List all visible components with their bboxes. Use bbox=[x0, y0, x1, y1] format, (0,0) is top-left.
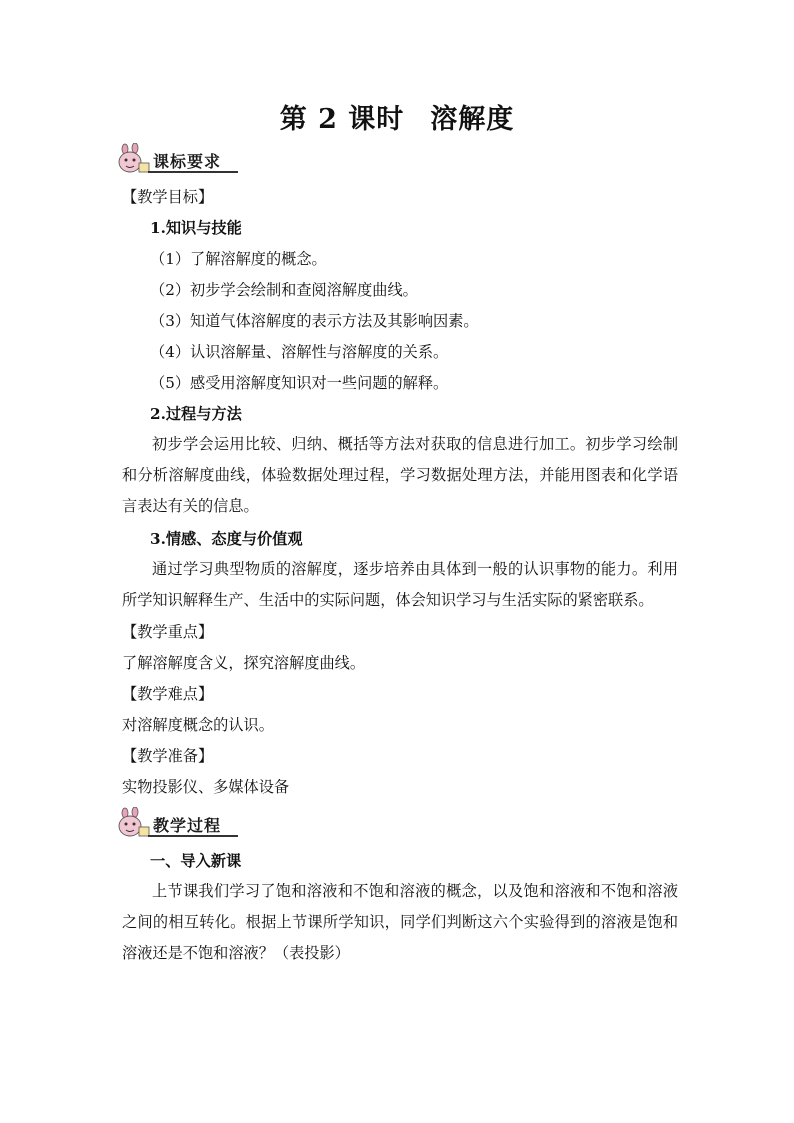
difficulties-text: 对溶解度概念的认识。 bbox=[122, 716, 274, 734]
key-points-heading: 【教学重点】 bbox=[122, 623, 214, 641]
objective-item: （5）感受用溶解度知识对一些问题的解释。 bbox=[150, 374, 449, 392]
title-part2: 溶解度 bbox=[430, 104, 515, 135]
banner-underline bbox=[148, 835, 238, 837]
page-title bbox=[0, 97, 794, 136]
section3-heading: 3.情感、态度与价值观 bbox=[150, 530, 303, 548]
section-banner-process bbox=[115, 807, 235, 841]
objective-item: （1）了解溶解度的概念。 bbox=[150, 250, 327, 268]
preparation-text: 实物投影仪、多媒体设备 bbox=[122, 778, 290, 796]
section2-paragraph: 初步学会运用比较、归纳、概括等方法对获取的信息进行加工。初步学习绘制和分析溶解度曲线，体验数据处理过程，学习数据处理方法，并能用图表和化学语言表达有关的信息。 bbox=[122, 435, 678, 515]
section2-heading: 2.过程与方法 bbox=[150, 405, 242, 423]
objectives-heading: 【教学目标】 bbox=[122, 188, 214, 206]
banner-underline bbox=[148, 171, 238, 173]
process-heading: 一、导入新课 bbox=[150, 852, 242, 870]
process-paragraph: 上节课我们学习了饱和溶液和不饱和溶液的概念，以及饱和溶液和不饱和溶液之间的相互转化。根据上节课所学知识，同学们判断这六个实验得到的溶液是饱和溶液还是不饱和溶液？（表投影） bbox=[122, 882, 678, 962]
section1-heading: 1.知识与技能 bbox=[150, 219, 242, 237]
difficulties-heading: 【教学难点】 bbox=[122, 685, 214, 703]
banner-label: 教学过程 bbox=[153, 816, 222, 835]
objective-item: （2）初步学会绘制和查阅溶解度曲线。 bbox=[150, 281, 418, 299]
objective-item: （4）认识溶解量、溶解性与溶解度的关系。 bbox=[150, 343, 449, 361]
objective-item: （3）知道气体溶解度的表示方法及其影响因素。 bbox=[150, 312, 479, 330]
title-part1: 第 2 课时 bbox=[279, 104, 405, 135]
section3-paragraph: 通过学习典型物质的溶解度，逐步培养由具体到一般的认识事物的能力。利用所学知识解释生产、生活中的实际问题，体会知识学习与生活实际的紧密联系。 bbox=[122, 560, 678, 609]
key-points-text: 了解溶解度含义，探究溶解度曲线。 bbox=[122, 654, 365, 672]
section-banner-standards bbox=[115, 143, 235, 177]
preparation-heading: 【教学准备】 bbox=[122, 747, 214, 765]
banner-label: 课标要求 bbox=[153, 152, 222, 171]
